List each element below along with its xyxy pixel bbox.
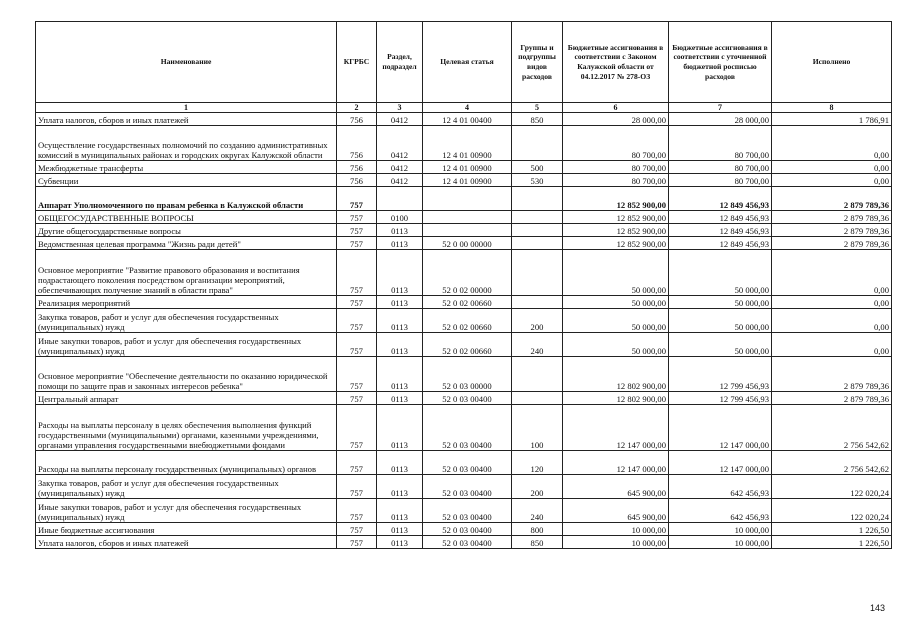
row-target-cell: 52 0 00 00000 [423, 237, 512, 250]
row-target-cell: 52 0 03 00400 [423, 392, 512, 405]
table-row [36, 161, 892, 174]
table-row [36, 211, 892, 224]
row-executed-amount-cell: 1 226,50 [772, 536, 892, 549]
row-refined-amount-cell: 50 000,00 [669, 309, 772, 333]
row-executed-amount-cell: 0,00 [772, 296, 892, 309]
row-kgrbs-cell: 757 [337, 237, 377, 250]
table-row [36, 296, 892, 309]
page-number: 143 [869, 603, 885, 613]
row-section-cell: 0113 [377, 536, 423, 549]
table-row [36, 113, 892, 126]
row-kgrbs-cell: 757 [337, 357, 377, 392]
row-kgrbs-cell: 756 [337, 174, 377, 187]
row-expense-type-cell: 200 [512, 309, 563, 333]
row-section-cell: 0113 [377, 296, 423, 309]
row-refined-amount-cell: 10 000,00 [669, 523, 772, 536]
row-refined-amount-cell: 80 700,00 [669, 174, 772, 187]
row-section-cell: 0412 [377, 174, 423, 187]
row-kgrbs-cell: 757 [337, 392, 377, 405]
row-law-amount-cell: 645 900,00 [563, 499, 669, 523]
row-refined-amount-cell: 80 700,00 [669, 126, 772, 161]
row-law-amount-cell: 645 900,00 [563, 475, 669, 499]
col-header-refined: Бюджетные ассигнования в соответствии с уточненной бюджетной росписью расходов [669, 22, 772, 103]
row-kgrbs-cell: 757 [337, 499, 377, 523]
row-expense-type-cell [512, 187, 563, 211]
row-executed-amount-cell: 2 756 542,62 [772, 405, 892, 451]
header-row [36, 22, 892, 103]
row-law-amount-cell: 12 147 000,00 [563, 451, 669, 475]
row-expense-type-cell [512, 250, 563, 296]
col-header-groups: Группы и подгруппы видов расходов [512, 22, 563, 103]
row-executed-amount-cell: 0,00 [772, 126, 892, 161]
row-section-cell: 0412 [377, 113, 423, 126]
row-target-cell: 52 0 03 00400 [423, 523, 512, 536]
table-row [36, 126, 892, 161]
row-section-cell: 0113 [377, 451, 423, 475]
row-expense-type-cell: 500 [512, 161, 563, 174]
row-refined-amount-cell: 12 849 456,93 [669, 211, 772, 224]
row-executed-amount-cell: 122 020,24 [772, 475, 892, 499]
table-row [36, 357, 892, 392]
row-executed-amount-cell: 1 786,91 [772, 113, 892, 126]
row-section-cell: 0113 [377, 250, 423, 296]
row-expense-type-cell [512, 126, 563, 161]
row-refined-amount-cell: 50 000,00 [669, 250, 772, 296]
row-expense-type-cell: 200 [512, 475, 563, 499]
row-name-cell: Иные закупки товаров, работ и услуг для обеспечения государственных (муниципальных) нужд [36, 499, 337, 523]
row-executed-amount-cell: 2 879 789,36 [772, 224, 892, 237]
row-refined-amount-cell: 642 456,93 [669, 499, 772, 523]
col-header-kgrbs: КГРБС [337, 22, 377, 103]
row-kgrbs-cell: 757 [337, 405, 377, 451]
row-name-cell: Расходы на выплаты персоналу в целях обеспечения выполнения функций государственными (муниципальными) органами, казенными учреждениями, органами управления государственными внебюджетными фондами [36, 405, 337, 451]
row-name-cell: Осуществление государственных полномочий по созданию административных комиссий в муниципальных районах и городских округах Калужской области [36, 126, 337, 161]
row-section-cell: 0113 [377, 405, 423, 451]
table-row [36, 250, 892, 296]
row-law-amount-cell: 50 000,00 [563, 250, 669, 296]
row-target-cell: 52 0 03 00400 [423, 499, 512, 523]
row-name-cell: Уплата налогов, сборов и иных платежей [36, 113, 337, 126]
col-number: 3 [377, 103, 423, 113]
row-executed-amount-cell: 0,00 [772, 333, 892, 357]
row-name-cell: Основное мероприятие "Обеспечение деятельности по оказанию юридической помощи по защите прав и законных интересов ребенка" [36, 357, 337, 392]
col-number: 4 [423, 103, 512, 113]
row-expense-type-cell [512, 224, 563, 237]
row-refined-amount-cell: 12 799 456,93 [669, 392, 772, 405]
row-section-cell: 0113 [377, 475, 423, 499]
row-section-cell: 0412 [377, 161, 423, 174]
row-target-cell: 52 0 03 00400 [423, 536, 512, 549]
col-header-section: Раздел, подраздел [377, 22, 423, 103]
row-law-amount-cell: 12 802 900,00 [563, 357, 669, 392]
row-kgrbs-cell: 757 [337, 475, 377, 499]
row-target-cell: 52 0 03 00400 [423, 475, 512, 499]
table-row [36, 405, 892, 451]
table-row [36, 392, 892, 405]
row-kgrbs-cell: 757 [337, 333, 377, 357]
table-row [36, 224, 892, 237]
row-law-amount-cell: 28 000,00 [563, 113, 669, 126]
row-refined-amount-cell: 12 147 000,00 [669, 405, 772, 451]
row-refined-amount-cell: 12 849 456,93 [669, 187, 772, 211]
row-section-cell: 0113 [377, 224, 423, 237]
row-law-amount-cell: 10 000,00 [563, 536, 669, 549]
table-row [36, 237, 892, 250]
row-expense-type-cell: 240 [512, 333, 563, 357]
column-number-row [36, 103, 892, 113]
row-expense-type-cell: 530 [512, 174, 563, 187]
row-law-amount-cell: 12 147 000,00 [563, 405, 669, 451]
row-name-cell: Субвенции [36, 174, 337, 187]
row-name-cell: Уплата налогов, сборов и иных платежей [36, 536, 337, 549]
row-target-cell [423, 187, 512, 211]
row-law-amount-cell: 80 700,00 [563, 161, 669, 174]
row-refined-amount-cell: 12 849 456,93 [669, 224, 772, 237]
row-refined-amount-cell: 10 000,00 [669, 536, 772, 549]
row-name-cell: Основное мероприятие "Развитие правового образования и воспитания подрастающего поколения посредством организации мероприятий, обеспечивающих получение знаний в области права" [36, 250, 337, 296]
row-target-cell: 12 4 01 00400 [423, 113, 512, 126]
col-header-law: Бюджетные ассигнования в соответствии с Законом Калужской области от 04.12.2017 № 278-ОЗ [563, 22, 669, 103]
row-target-cell: 12 4 01 00900 [423, 174, 512, 187]
row-target-cell [423, 211, 512, 224]
row-refined-amount-cell: 12 849 456,93 [669, 237, 772, 250]
table-row [36, 333, 892, 357]
row-kgrbs-cell: 757 [337, 523, 377, 536]
row-name-cell: Аппарат Уполномоченного по правам ребенка в Калужской области [36, 187, 337, 211]
row-kgrbs-cell: 757 [337, 211, 377, 224]
row-executed-amount-cell: 122 020,24 [772, 499, 892, 523]
row-expense-type-cell [512, 296, 563, 309]
row-kgrbs-cell: 757 [337, 224, 377, 237]
row-name-cell: ОБЩЕГОСУДАРСТВЕННЫЕ ВОПРОСЫ [36, 211, 337, 224]
row-name-cell: Межбюджетные трансферты [36, 161, 337, 174]
row-expense-type-cell: 240 [512, 499, 563, 523]
row-law-amount-cell: 12 852 900,00 [563, 211, 669, 224]
row-target-cell: 52 0 03 00400 [423, 405, 512, 451]
row-target-cell: 52 0 02 00660 [423, 296, 512, 309]
row-executed-amount-cell: 2 756 542,62 [772, 451, 892, 475]
row-name-cell: Иные закупки товаров, работ и услуг для обеспечения государственных (муниципальных) нужд [36, 333, 337, 357]
row-kgrbs-cell: 756 [337, 126, 377, 161]
row-expense-type-cell: 850 [512, 113, 563, 126]
row-target-cell: 52 0 03 00400 [423, 451, 512, 475]
row-section-cell: 0113 [377, 392, 423, 405]
row-refined-amount-cell: 50 000,00 [669, 333, 772, 357]
table-row [36, 309, 892, 333]
row-section-cell: 0113 [377, 357, 423, 392]
row-name-cell: Закупка товаров, работ и услуг для обеспечения государственных (муниципальных) нужд [36, 475, 337, 499]
row-section-cell: 0412 [377, 126, 423, 161]
row-kgrbs-cell: 757 [337, 296, 377, 309]
row-refined-amount-cell: 12 799 456,93 [669, 357, 772, 392]
row-section-cell: 0113 [377, 499, 423, 523]
row-refined-amount-cell: 50 000,00 [669, 296, 772, 309]
row-target-cell: 12 4 01 00900 [423, 126, 512, 161]
row-name-cell: Другие общегосударственные вопросы [36, 224, 337, 237]
row-law-amount-cell: 12 852 900,00 [563, 237, 669, 250]
row-law-amount-cell: 80 700,00 [563, 174, 669, 187]
row-target-cell: 12 4 01 00900 [423, 161, 512, 174]
row-section-cell: 0100 [377, 211, 423, 224]
col-number: 8 [772, 103, 892, 113]
row-law-amount-cell: 12 852 900,00 [563, 187, 669, 211]
row-expense-type-cell: 120 [512, 451, 563, 475]
row-executed-amount-cell: 1 226,50 [772, 523, 892, 536]
row-executed-amount-cell: 0,00 [772, 309, 892, 333]
table-row [36, 187, 892, 211]
row-law-amount-cell: 80 700,00 [563, 126, 669, 161]
row-target-cell: 52 0 02 00000 [423, 250, 512, 296]
row-section-cell: 0113 [377, 333, 423, 357]
row-executed-amount-cell: 2 879 789,36 [772, 357, 892, 392]
table-row [36, 536, 892, 549]
table-row [36, 174, 892, 187]
row-section-cell: 0113 [377, 523, 423, 536]
row-kgrbs-cell: 757 [337, 187, 377, 211]
row-name-cell: Ведомственная целевая программа "Жизнь ради детей" [36, 237, 337, 250]
row-expense-type-cell: 100 [512, 405, 563, 451]
row-executed-amount-cell: 2 879 789,36 [772, 392, 892, 405]
row-executed-amount-cell: 2 879 789,36 [772, 211, 892, 224]
row-kgrbs-cell: 757 [337, 451, 377, 475]
row-section-cell: 0113 [377, 237, 423, 250]
row-target-cell: 52 0 02 00660 [423, 309, 512, 333]
budget-table [35, 21, 892, 549]
col-number: 1 [36, 103, 337, 113]
row-section-cell: 0113 [377, 309, 423, 333]
col-number: 6 [563, 103, 669, 113]
row-expense-type-cell [512, 237, 563, 250]
col-header-target: Целевая статья [423, 22, 512, 103]
table-row [36, 451, 892, 475]
row-name-cell: Иные бюджетные ассигнования [36, 523, 337, 536]
row-section-cell [377, 187, 423, 211]
row-name-cell: Реализация мероприятий [36, 296, 337, 309]
row-refined-amount-cell: 12 147 000,00 [669, 451, 772, 475]
col-header-name: Наименование [36, 22, 337, 103]
col-number: 2 [337, 103, 377, 113]
row-kgrbs-cell: 757 [337, 250, 377, 296]
row-law-amount-cell: 12 802 900,00 [563, 392, 669, 405]
row-executed-amount-cell: 2 879 789,36 [772, 237, 892, 250]
row-executed-amount-cell: 0,00 [772, 174, 892, 187]
row-executed-amount-cell: 0,00 [772, 161, 892, 174]
col-header-executed: Исполнено [772, 22, 892, 103]
row-refined-amount-cell: 642 456,93 [669, 475, 772, 499]
table-row [36, 499, 892, 523]
table-row [36, 475, 892, 499]
row-expense-type-cell [512, 357, 563, 392]
row-law-amount-cell: 50 000,00 [563, 296, 669, 309]
row-expense-type-cell [512, 211, 563, 224]
row-refined-amount-cell: 28 000,00 [669, 113, 772, 126]
row-kgrbs-cell: 756 [337, 113, 377, 126]
col-number: 5 [512, 103, 563, 113]
row-kgrbs-cell: 757 [337, 536, 377, 549]
row-target-cell: 52 0 02 00660 [423, 333, 512, 357]
row-expense-type-cell: 850 [512, 536, 563, 549]
row-name-cell: Закупка товаров, работ и услуг для обеспечения государственных (муниципальных) нужд [36, 309, 337, 333]
row-target-cell [423, 224, 512, 237]
row-refined-amount-cell: 80 700,00 [669, 161, 772, 174]
row-law-amount-cell: 50 000,00 [563, 333, 669, 357]
row-executed-amount-cell: 2 879 789,36 [772, 187, 892, 211]
row-kgrbs-cell: 757 [337, 309, 377, 333]
row-expense-type-cell [512, 392, 563, 405]
row-executed-amount-cell: 0,00 [772, 250, 892, 296]
table-row [36, 523, 892, 536]
col-number: 7 [669, 103, 772, 113]
row-name-cell: Центральный аппарат [36, 392, 337, 405]
row-name-cell: Расходы на выплаты персоналу государственных (муниципальных) органов [36, 451, 337, 475]
row-kgrbs-cell: 756 [337, 161, 377, 174]
row-law-amount-cell: 10 000,00 [563, 523, 669, 536]
row-law-amount-cell: 12 852 900,00 [563, 224, 669, 237]
row-expense-type-cell: 800 [512, 523, 563, 536]
row-law-amount-cell: 50 000,00 [563, 309, 669, 333]
row-target-cell: 52 0 03 00000 [423, 357, 512, 392]
